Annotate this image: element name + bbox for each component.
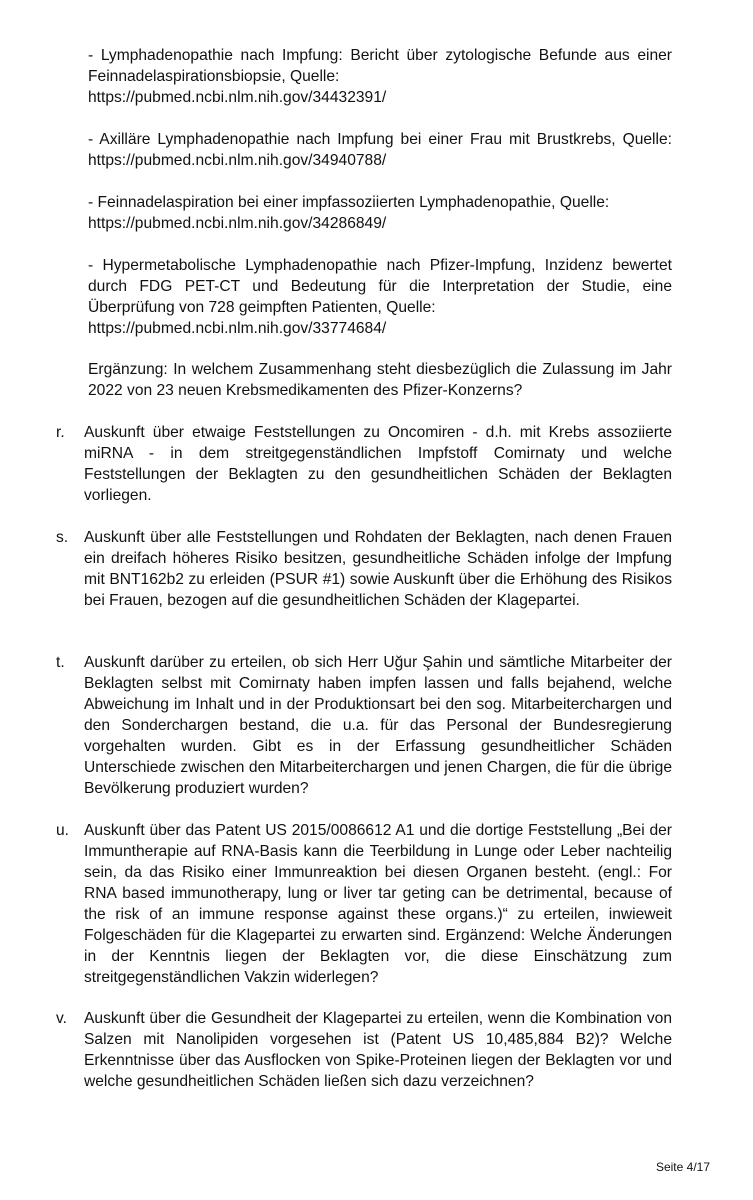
sub-item-url: https://pubmed.ncbi.nlm.nih.gov/34286849/ (88, 215, 387, 232)
sub-item-url: https://pubmed.ncbi.nlm.nih.gov/34432391/ (88, 89, 387, 106)
list-item-letter: v. (56, 1010, 67, 1027)
list-item-t (56, 652, 672, 799)
sub-item-hypermetabolic (88, 255, 672, 339)
list-item-letter: s. (56, 529, 69, 546)
sub-item-text: - Lymphadenopathie nach Impfung: Bericht über zytologische Befunde aus einer Feinnadelaspirationsbiopsie, Quelle: (88, 47, 672, 85)
list-item-u (56, 820, 672, 988)
list-item-text: Auskunft über die Gesundheit der Klagepartei zu erteilen, wenn die Kombination von Salzen mit Nanolipiden vorgesehen ist (Patent US 10,485,884 B2)? Welche Erkenntnisse über das Ausflocken von Spike-Proteinen liegen der Beklagten vor und welche gesundheitlichen Schäden ließen sich dazu verzeichnen? (84, 1010, 672, 1090)
sub-item-text: - Feinnadelaspiration bei einer impfassoziierten Lymphadenopathie, Quelle: (88, 194, 610, 211)
list-item-r (56, 422, 672, 506)
sub-item-url: https://pubmed.ncbi.nlm.nih.gov/33774684/ (88, 320, 387, 337)
list-item-letter: r. (56, 424, 65, 441)
list-item-text: Auskunft über alle Feststellungen und Rohdaten der Beklagten, nach denen Frauen ein dreifach höheres Risiko besitzen, gesundheitliche Schäden infolge der Impfung mit BNT162b2 zu erleiden (PSUR #1) sowie Auskunft über die Erhöhung des Risikos bei Frauen, bezogen auf die gesundheitlichen Schäden der Klagepartei. (84, 529, 672, 609)
supplement-text: Ergänzung: In welchem Zusammenhang steht diesbezüglich die Zulassung im Jahr 2022 von 23 neuen Krebsmedikamenten des Pfizer-Konzerns? (88, 361, 672, 399)
supplement-paragraph (88, 359, 672, 401)
list-item-text: Auskunft über das Patent US 2015/0086612 A1 und die dortige Feststellung „Bei der Immuntherapie auf RNA-Basis kann die Teerbildung in Lunge oder Leber nachteilig sein, da das Risiko einer Immunreaktion bei diesen Organen besteht. (engl.: For RNA based immunotherapy, lung or liver tar geting can be detrimental, because of the risk of an immune response against these organs.)“ zu erteilen, inwieweit Folgeschäden für die Klagepartei zu erwarten sind. Ergänzend: Welche Änderungen in der Kenntnis liegen der Beklagten vor, die diese Einschätzung zum streitgegenständlichen Vakzin widerlegen? (84, 822, 672, 986)
list-item-text: Auskunft über etwaige Feststellungen zu Oncomiren - d.h. mit Krebs assoziierte miRNA - in dem streitgegenständlichen Impfstoff Comirnaty und welche Feststellungen der Beklagten zu den gesundheitlichen Schäden der Beklagten vorliegen. (84, 424, 672, 504)
list-item-letter: u. (56, 822, 70, 839)
list-item-text: Auskunft darüber zu erteilen, ob sich Herr Uğur Şahin und sämtliche Mitarbeiter der Beklagten selbst mit Comirnaty haben impfen lassen und falls bejahend, welche Abweichung im Inhalt und in der Produktionsart bei den sog. Mitarbeiterchargen und den Sonderchargen bestand, die u.a. für das Personal der Bundesregierung vorgehalten wurden. Gibt es in der Erfassung gesundheitlicher Schäden Unterschiede zwischen den Mitarbeiterchargen und jenen Chargen, die für die übrige Bevölkerung produziert wurden? (84, 654, 672, 797)
page-number: Seite 4/17 (655, 1160, 710, 1174)
list-item-s (56, 527, 672, 611)
sub-item-fine-needle (88, 192, 672, 234)
sub-item-text: - Axilläre Lymphadenopathie nach Impfung bei einer Frau mit Brustkrebs, Quelle: https://pubmed.ncbi.nlm.nih.gov/34940788/ (88, 131, 672, 169)
sub-item-axillary (88, 129, 672, 171)
sub-item-cytology (88, 45, 672, 108)
list-item-letter: t. (56, 654, 65, 671)
sub-item-text: - Hypermetabolische Lymphadenopathie nach Pfizer-Impfung, Inzidenz bewertet durch FDG PET-CT und Bedeutung für die Interpretation der Studie, eine Überprüfung von 728 geimpften Patienten, Quelle: (88, 257, 672, 316)
list-item-v (56, 1008, 672, 1092)
